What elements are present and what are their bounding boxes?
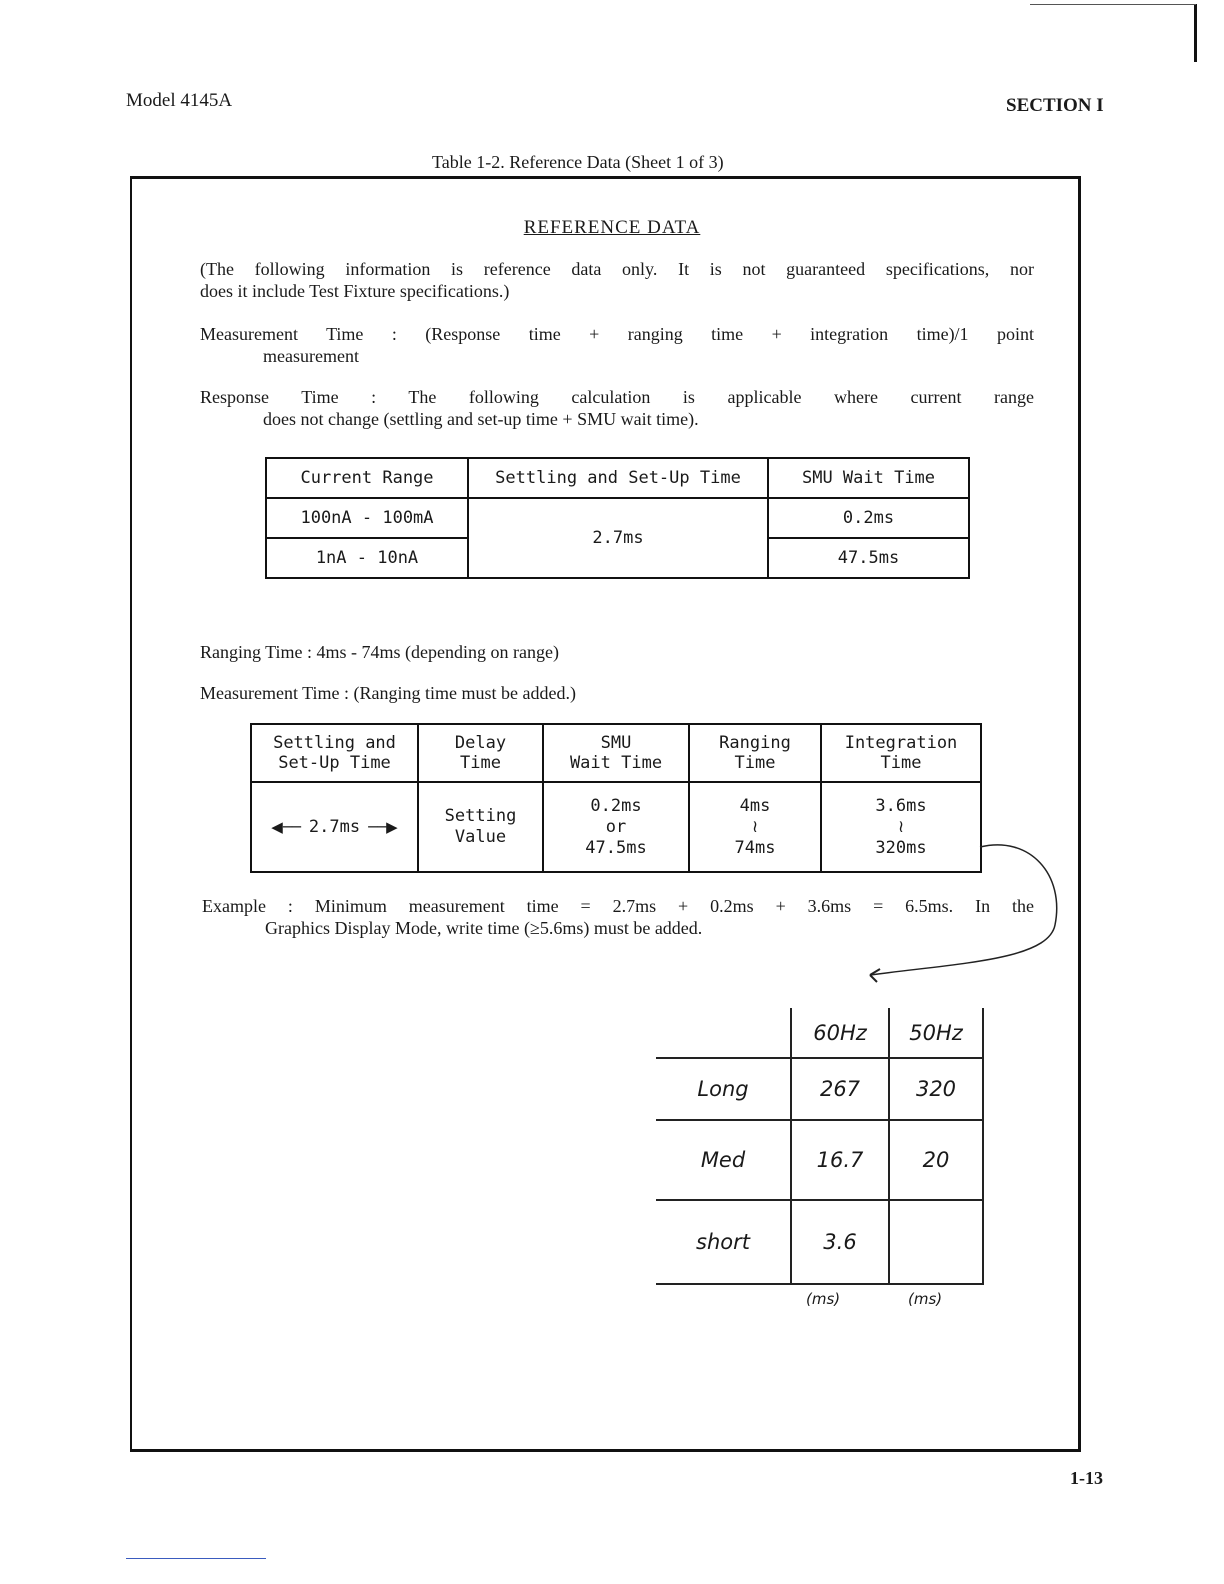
page-number: 1-13 <box>1070 1468 1103 1488</box>
table-caption: Table 1-2. Reference Data (Sheet 1 of 3) <box>432 152 724 172</box>
example-line-2: Graphics Display Mode, write time (≥5.6ms) must be added. <box>265 918 703 938</box>
response-time-definition <box>200 386 1034 430</box>
measurement-time-note: Measurement Time : (Ranging time must be added.) <box>200 683 576 703</box>
smu-wait-cell: 47.5ms <box>768 538 969 578</box>
right-arrow-icon: ──▶ <box>368 817 398 836</box>
header-smu-line-2: Wait Time <box>569 753 663 773</box>
curve-stroke <box>870 845 1057 975</box>
header-settling-setup-time: Settling and Set-Up Time <box>468 458 768 498</box>
unit-label-60hz: (ms) <box>806 1290 841 1308</box>
delay-value-line-2: Value <box>454 827 507 847</box>
value-cell: 16.7 <box>791 1120 889 1200</box>
handwritten-table <box>656 1008 984 1285</box>
header-smu-line-1: SMU <box>600 733 632 753</box>
intro-paragraph <box>200 258 1034 302</box>
table-header-row <box>656 1008 983 1058</box>
value-cell: 320 <box>889 1058 983 1120</box>
intro-line-2: does it include Test Fixture specifications.) <box>200 281 510 301</box>
ranging-value-line-2: ≀ <box>751 816 759 837</box>
row-label-long: Long <box>656 1058 791 1120</box>
page-title-text: REFERENCE DATA <box>523 217 701 238</box>
section-label: SECTION I <box>1006 95 1104 116</box>
header-settling-line-2: Set-Up Time <box>278 753 391 773</box>
scan-edge-mark <box>1194 4 1197 62</box>
table-row <box>656 1200 983 1284</box>
ranging-value-cell <box>689 782 821 872</box>
ranging-time-line: Ranging Time : 4ms - 74ms (depending on range) <box>200 642 559 662</box>
left-arrow-icon: ◀── <box>271 817 301 836</box>
unit-label-50hz: (ms) <box>908 1290 943 1308</box>
header-ranging <box>689 724 821 782</box>
intro-line-1: (The following information is reference data only. It is not guaranteed specifications, nor <box>200 259 1034 279</box>
column-50hz: 50Hz <box>889 1008 983 1058</box>
header-delay-line-2: Time <box>460 753 501 773</box>
response-time-line-2: does not change (settling and set-up time + SMU wait time). <box>263 409 699 429</box>
integration-value-line-1: 3.6ms <box>875 795 927 816</box>
header-integration <box>821 724 981 782</box>
row-label-med: Med <box>656 1120 791 1200</box>
settling-time-cell: 2.7ms <box>468 498 768 578</box>
header-delay <box>418 724 543 782</box>
value-cell: 267 <box>791 1058 889 1120</box>
delay-value-cell <box>418 782 543 872</box>
header-settling <box>251 724 418 782</box>
header-settling-line-1: Settling and <box>273 733 396 753</box>
table-header-row <box>251 724 981 782</box>
scan-edge-line <box>1030 4 1196 5</box>
header-smu-wait-time: SMU Wait Time <box>768 458 969 498</box>
header-smu-wait <box>543 724 689 782</box>
smu-value-line-1: 0.2ms <box>590 795 642 816</box>
measurement-time-definition <box>200 323 1034 367</box>
ranging-value-line-3: 74ms <box>734 837 776 858</box>
header-integration-line-1: Integration <box>844 733 958 753</box>
table-row <box>656 1120 983 1200</box>
table-header-row <box>266 458 969 498</box>
handwritten-curve-arrow <box>850 835 1070 995</box>
column-60hz: 60Hz <box>791 1008 889 1058</box>
current-range-cell: 100nA - 100mA <box>266 498 468 538</box>
header-delay-line-1: Delay <box>454 733 507 753</box>
ranging-value-line-1: 4ms <box>739 795 771 816</box>
arrowhead-icon <box>870 969 880 982</box>
settling-value-cell <box>251 782 418 872</box>
table-row <box>656 1058 983 1120</box>
smu-wait-cell: 0.2ms <box>768 498 969 538</box>
table-row <box>266 498 969 538</box>
model-label: Model 4145A <box>126 90 233 111</box>
example-line-1: Example : Minimum measurement time = 2.7ms + 0.2ms + 3.6ms = 6.5ms. In the <box>202 896 1034 916</box>
smu-value-line-2: or <box>605 816 627 837</box>
settling-value: 2.7ms <box>308 816 361 837</box>
measurement-time-line-1: Measurement Time : (Response time + ranging time + integration time)/1 point <box>200 324 1034 344</box>
value-cell: 20 <box>889 1120 983 1200</box>
smu-value-line-3: 47.5ms <box>585 837 647 858</box>
corner-cell <box>656 1008 791 1058</box>
row-label-short: short <box>656 1200 791 1284</box>
integration-value-line-2: ≀ <box>897 816 905 837</box>
smu-value-cell <box>543 782 689 872</box>
response-time-table <box>265 457 970 579</box>
measurement-time-line-2: measurement <box>263 346 359 366</box>
header-ranging-line-2: Time <box>734 753 776 773</box>
bottom-rule <box>126 1558 266 1559</box>
delay-value-line-1: Setting <box>444 806 517 826</box>
current-range-cell: 1nA - 10nA <box>266 538 468 578</box>
header-ranging-line-1: Ranging <box>719 733 791 753</box>
value-cell: 3.6 <box>791 1200 889 1284</box>
header-current-range: Current Range <box>266 458 468 498</box>
value-cell <box>889 1200 983 1284</box>
response-time-line-1: Response Time : The following calculation is applicable where current range <box>200 387 1034 407</box>
integration-value-line-3: 320ms <box>875 837 927 858</box>
page-title <box>0 217 1224 239</box>
header-integration-line-2: Time <box>880 753 922 773</box>
